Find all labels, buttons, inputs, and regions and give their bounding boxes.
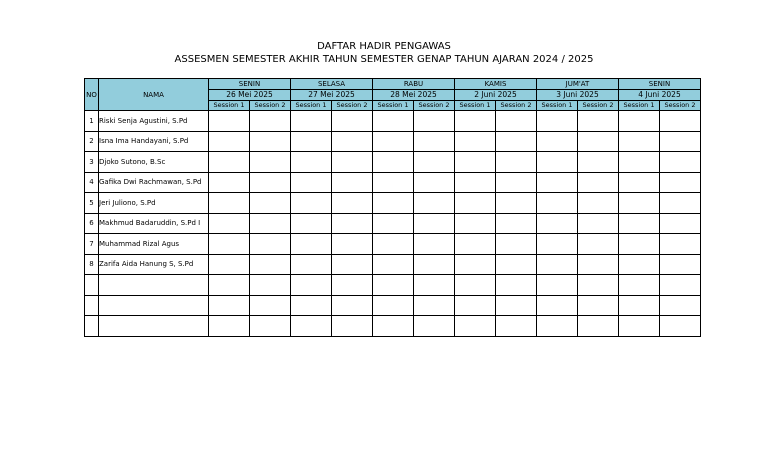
signature-cell (291, 295, 332, 316)
row-number: 5 (85, 193, 99, 214)
row-number (85, 275, 99, 296)
row-number: 2 (85, 131, 99, 152)
signature-cell (414, 152, 455, 173)
signature-cell (414, 295, 455, 316)
signature-cell (496, 152, 537, 173)
signature-cell (332, 213, 373, 234)
signature-cell (332, 316, 373, 337)
signature-cell (332, 152, 373, 173)
signature-cell (332, 295, 373, 316)
header-day: KAMIS (455, 79, 537, 90)
signature-cell (496, 172, 537, 193)
signature-cell (537, 111, 578, 132)
signature-cell (619, 295, 660, 316)
signature-cell (209, 275, 250, 296)
header-session-1: Session 1 (209, 101, 250, 111)
header-session-1: Session 1 (373, 101, 414, 111)
header-day: JUM'AT (537, 79, 619, 90)
signature-cell (332, 131, 373, 152)
signature-cell (619, 213, 660, 234)
signature-cell (578, 111, 619, 132)
signature-cell (250, 213, 291, 234)
signature-cell (291, 172, 332, 193)
signature-cell (209, 172, 250, 193)
signature-cell (578, 213, 619, 234)
signature-cell (332, 111, 373, 132)
signature-cell (250, 193, 291, 214)
signature-cell (455, 152, 496, 173)
signature-cell (619, 111, 660, 132)
header-nama: NAMA (99, 79, 209, 111)
signature-cell (373, 172, 414, 193)
signature-cell (537, 172, 578, 193)
signature-cell (373, 295, 414, 316)
signature-cell (332, 172, 373, 193)
signature-cell (537, 254, 578, 275)
table-row (85, 234, 701, 255)
header-session-2: Session 2 (496, 101, 537, 111)
header-date: 26 Mei 2025 (209, 90, 291, 101)
signature-cell (660, 234, 701, 255)
signature-cell (414, 111, 455, 132)
signature-cell (373, 152, 414, 173)
signature-cell (455, 111, 496, 132)
signature-cell (250, 111, 291, 132)
signature-cell (250, 152, 291, 173)
row-number: 8 (85, 254, 99, 275)
supervisor-name: Jeri Juliono, S.Pd (99, 193, 209, 214)
header-day: SENIN (619, 79, 701, 90)
table-row (85, 254, 701, 275)
signature-cell (660, 295, 701, 316)
signature-cell (660, 213, 701, 234)
signature-cell (537, 316, 578, 337)
signature-cell (250, 316, 291, 337)
signature-cell (332, 234, 373, 255)
signature-cell (496, 193, 537, 214)
signature-cell (455, 295, 496, 316)
header-day: SENIN (209, 79, 291, 90)
signature-cell (250, 254, 291, 275)
table-row (85, 152, 701, 173)
supervisor-name (99, 316, 209, 337)
signature-cell (291, 111, 332, 132)
signature-cell (455, 213, 496, 234)
signature-cell (619, 316, 660, 337)
header-day: SELASA (291, 79, 373, 90)
header-date: 28 Mei 2025 (373, 90, 455, 101)
signature-cell (414, 193, 455, 214)
signature-cell (250, 275, 291, 296)
header-date: 3 Juni 2025 (537, 90, 619, 101)
table-row (85, 111, 701, 132)
row-number (85, 295, 99, 316)
signature-cell (209, 213, 250, 234)
signature-cell (578, 172, 619, 193)
signature-cell (578, 316, 619, 337)
signature-cell (414, 254, 455, 275)
header-date: 27 Mei 2025 (291, 90, 373, 101)
table-row (85, 213, 701, 234)
signature-cell (578, 275, 619, 296)
document-subtitle: ASSESMEN SEMESTER AKHIR TAHUN SEMESTER GENAP TAHUN AJARAN 2024 / 2025 (174, 54, 594, 65)
signature-cell (455, 234, 496, 255)
signature-cell (455, 254, 496, 275)
signature-cell (619, 193, 660, 214)
table-row (85, 172, 701, 193)
signature-cell (496, 316, 537, 337)
table-row (85, 295, 701, 316)
attendance-rows (85, 111, 701, 337)
signature-cell (455, 316, 496, 337)
signature-cell (209, 131, 250, 152)
signature-cell (332, 193, 373, 214)
signature-cell (373, 213, 414, 234)
signature-cell (291, 234, 332, 255)
signature-cell (660, 316, 701, 337)
signature-cell (537, 152, 578, 173)
signature-cell (414, 275, 455, 296)
table-row (85, 316, 701, 337)
signature-cell (373, 275, 414, 296)
supervisor-name: Djoko Sutono, B.Sc (99, 152, 209, 173)
signature-cell (291, 152, 332, 173)
signature-cell (660, 172, 701, 193)
signature-cell (537, 193, 578, 214)
signature-cell (373, 111, 414, 132)
signature-cell (496, 234, 537, 255)
supervisor-name: Zarifa Aida Hanung S, S.Pd (99, 254, 209, 275)
signature-cell (660, 152, 701, 173)
signature-cell (578, 254, 619, 275)
table-row (85, 275, 701, 296)
signature-cell (619, 131, 660, 152)
signature-cell (414, 131, 455, 152)
signature-cell (578, 152, 619, 173)
signature-cell (660, 254, 701, 275)
header-session-1: Session 1 (291, 101, 332, 111)
signature-cell (414, 316, 455, 337)
header-date: 4 Juni 2025 (619, 90, 701, 101)
supervisor-name (99, 295, 209, 316)
row-number: 4 (85, 172, 99, 193)
signature-cell (660, 193, 701, 214)
header-session-1: Session 1 (619, 101, 660, 111)
signature-cell (209, 152, 250, 173)
signature-cell (455, 131, 496, 152)
signature-cell (209, 254, 250, 275)
signature-cell (373, 254, 414, 275)
signature-cell (209, 111, 250, 132)
header-session-2: Session 2 (332, 101, 373, 111)
signature-cell (578, 131, 619, 152)
header-session-2: Session 2 (250, 101, 291, 111)
row-number: 6 (85, 213, 99, 234)
supervisor-name (99, 275, 209, 296)
header-day: RABU (373, 79, 455, 90)
signature-cell (455, 172, 496, 193)
signature-cell (373, 131, 414, 152)
signature-cell (414, 213, 455, 234)
signature-cell (332, 275, 373, 296)
header-session-2: Session 2 (660, 101, 701, 111)
table-row (85, 131, 701, 152)
signature-cell (619, 172, 660, 193)
signature-cell (496, 295, 537, 316)
supervisor-name: Muhammad Rizal Agus (99, 234, 209, 255)
header-session-2: Session 2 (578, 101, 619, 111)
signature-cell (578, 295, 619, 316)
signature-cell (619, 234, 660, 255)
signature-cell (250, 131, 291, 152)
signature-cell (332, 254, 373, 275)
signature-cell (537, 213, 578, 234)
signature-cell (291, 131, 332, 152)
header-no: NO (85, 79, 99, 111)
document-title: DAFTAR HADIR PENGAWAS (317, 41, 451, 52)
signature-cell (250, 234, 291, 255)
supervisor-name: Isna Ima Handayani, S.Pd (99, 131, 209, 152)
signature-cell (537, 295, 578, 316)
signature-cell (209, 193, 250, 214)
signature-cell (660, 131, 701, 152)
attendance-table (84, 78, 701, 337)
signature-cell (619, 275, 660, 296)
table-row (85, 193, 701, 214)
signature-cell (578, 234, 619, 255)
header-date: 2 Juni 2025 (455, 90, 537, 101)
signature-cell (496, 275, 537, 296)
signature-cell (291, 275, 332, 296)
header-session-1: Session 1 (455, 101, 496, 111)
signature-cell (496, 213, 537, 234)
signature-cell (537, 275, 578, 296)
header-session-2: Session 2 (414, 101, 455, 111)
signature-cell (537, 234, 578, 255)
signature-cell (291, 193, 332, 214)
header-row-days (85, 79, 701, 90)
header-session-1: Session 1 (537, 101, 578, 111)
row-number: 7 (85, 234, 99, 255)
supervisor-name: Riski Senja Agustini, S.Pd (99, 111, 209, 132)
signature-cell (373, 316, 414, 337)
supervisor-name: Gafika Dwi Rachmawan, S.Pd (99, 172, 209, 193)
signature-cell (455, 193, 496, 214)
signature-cell (373, 193, 414, 214)
signature-cell (660, 111, 701, 132)
signature-cell (414, 172, 455, 193)
signature-cell (537, 131, 578, 152)
signature-cell (414, 234, 455, 255)
signature-cell (373, 234, 414, 255)
signature-cell (496, 131, 537, 152)
row-number (85, 316, 99, 337)
signature-cell (291, 254, 332, 275)
signature-cell (209, 316, 250, 337)
signature-cell (619, 152, 660, 173)
signature-cell (496, 254, 537, 275)
signature-cell (660, 275, 701, 296)
signature-cell (250, 172, 291, 193)
signature-cell (578, 193, 619, 214)
signature-cell (455, 275, 496, 296)
supervisor-name: Makhmud Badaruddin, S.Pd I (99, 213, 209, 234)
signature-cell (619, 254, 660, 275)
row-number: 1 (85, 111, 99, 132)
signature-cell (496, 111, 537, 132)
row-number: 3 (85, 152, 99, 173)
signature-cell (291, 316, 332, 337)
signature-cell (250, 295, 291, 316)
signature-cell (209, 295, 250, 316)
signature-cell (291, 213, 332, 234)
signature-cell (209, 234, 250, 255)
